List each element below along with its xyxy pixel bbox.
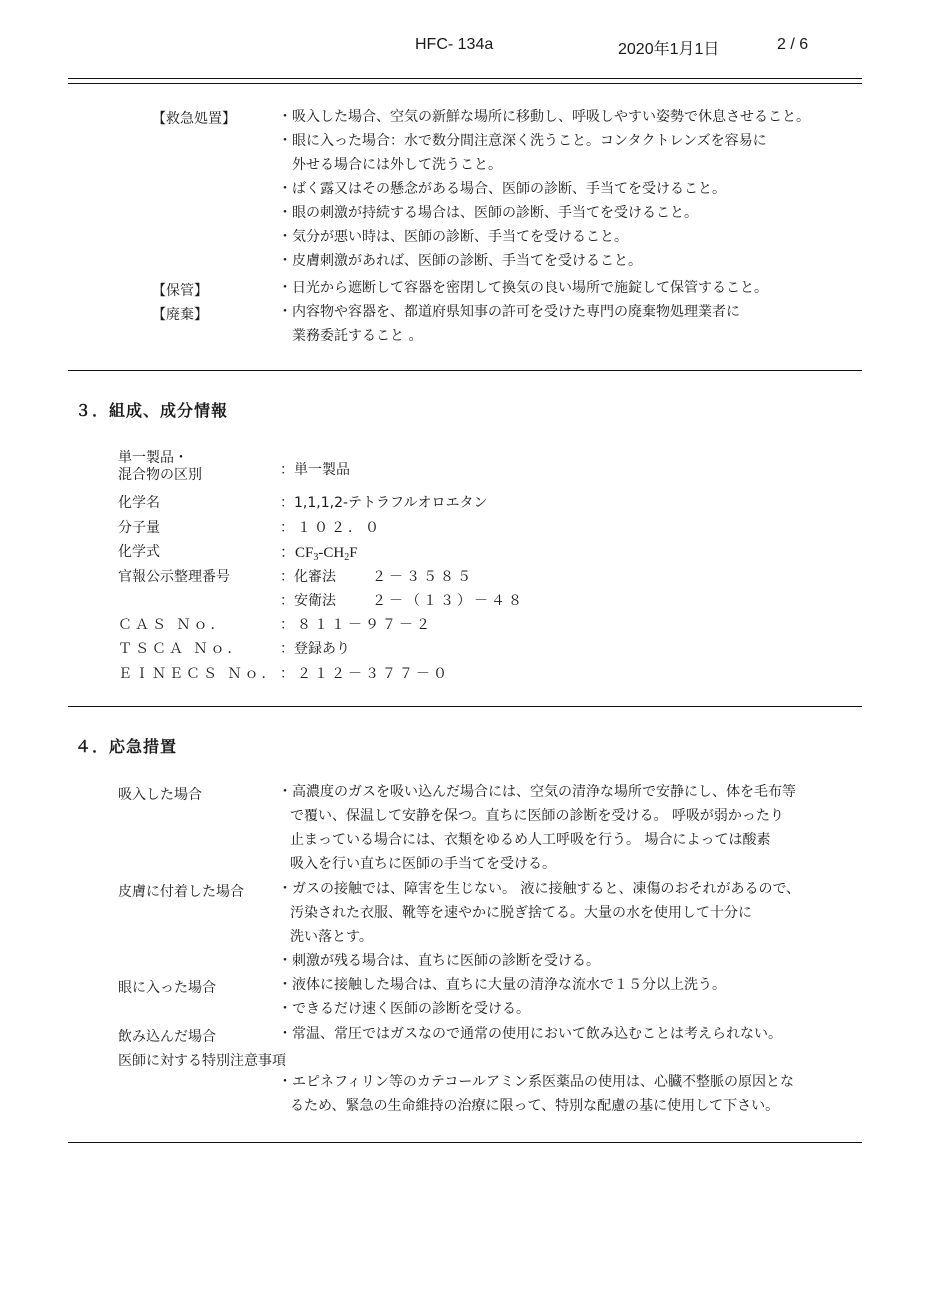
inhalation-line: で覆い、保温して安静を保つ。直ちに医師の診断を受ける。 呼吸が弱かったり [290,808,784,824]
molecular-weight-value: ：１０２．０ [280,520,382,536]
inhalation-label: 吸入した場合 [118,787,202,803]
header-divider-top [68,78,862,79]
gazette-law-2: ：安衛法 [280,593,336,609]
skin-contact-text [278,877,800,973]
physician-note-text [278,1070,794,1118]
document-date: 2020年1月1日 [618,41,720,58]
first-aid-line: ・皮膚刺激があれば、医師の診断、手当てを受けること。 [278,253,642,269]
chemical-name-value: ：1,1,1,2-テトラフルオロエタン [280,495,488,511]
eye-contact-line: ・液体に接触した場合は、直ちに大量の清浄な流水で１５分以上洗う。 [278,977,726,993]
skin-contact-line: 汚染された衣服、靴等を速やかに脱ぎ捨てる。大量の水を使用して十分に [290,905,752,921]
first-aid-text [278,105,810,273]
physician-note-line: るため、緊急の生命維持の治療に限って、特別な配慮の基に使用して下さい。 [290,1098,780,1114]
formula-prefix: ： [280,545,296,561]
disposal-label: 【廃棄】 [152,307,208,323]
eye-contact-text [278,973,726,1021]
skin-contact-line: 洗い落とす。 [290,929,373,945]
page-number: 2 / 6 [777,36,809,53]
section-divider [68,370,862,371]
first-aid-line: ・気分が悪い時は、医師の診断、手当てを受けること。 [278,229,628,245]
first-aid-line: ・ばく露又はその懸念がある場合、医師の診断、手当てを受けること。 [278,181,726,197]
first-aid-line: ・吸入した場合、空気の新鮮な場所に移動し、呼吸しやすい姿勢で休息させること。 [278,109,810,125]
molecular-weight-label: 分子量 [118,520,160,536]
einecs-label: ＥＩＮＥＣＳ Ｎｏ． [118,666,279,682]
inhalation-line: 止まっている場合には、衣類をゆるめ人工呼吸を行う。 場合によっては酸素 [290,832,771,848]
physician-note-label: 医師に対する特別注意事項 [118,1053,286,1069]
ingestion-label: 飲み込んだ場合 [118,1029,216,1045]
first-aid-line: ・眼の刺激が持続する場合は、医師の診断、手当てを受けること。 [278,205,698,221]
inhalation-line: 吸入を行い直ちに医師の手当てを受ける。 [290,856,556,872]
inhalation-line: ・高濃度のガスを吸い込んだ場合には、空気の清浄な場所で安静にし、体を毛布等 [278,784,796,800]
skin-contact-line: ・刺激が残る場合は、直ちに医師の診断を受ける。 [278,953,600,969]
section-divider [68,706,862,707]
gazette-number-1: ２－３５８５ [372,569,474,585]
disposal-text [278,300,740,348]
mixture-value: ：単一製品 [280,462,350,478]
chemical-name-label: 化学名 [118,495,160,511]
first-aid-line: ・眼に入った場合：水で数分間注意深く洗うこと。コンタクトレンズを容易に [278,133,767,149]
chemical-formula-value [280,541,358,562]
ingestion-text: ・常温、常圧ではガスなので通常の使用において飲み込むことは考えられない。 [278,1026,782,1042]
section-divider [68,1142,862,1143]
mixture-label-line: 混合物の区別 [118,467,202,483]
first-aid-label: 【救急処置】 [152,111,236,127]
physician-note-line: ・エピネフィリン等のカテコールアミン系医薬品の使用は、心臓不整脈の原因とな [278,1074,795,1090]
disposal-line: ・内容物や容器を、都道府県知事の許可を受けた専門の廃棄物処理業者に [278,304,740,320]
disposal-line: 業務委託すること 。 [292,328,423,344]
formula-subscript-3: 3 [313,552,319,563]
formula-cf: CF [295,545,314,561]
eye-contact-label: 眼に入った場合 [118,980,216,996]
gazette-number-label: 官報公示整理番号 [118,569,230,585]
header-divider-bottom [68,83,862,84]
storage-label: 【保管】 [152,283,208,299]
cas-value: ：８１１－９７－２ [280,617,433,633]
skin-contact-label: 皮膚に付着した場合 [118,884,244,900]
product-name: HFC- 134a [415,36,494,53]
first-aid-line: 外せる場合には外して洗うこと。 [292,157,502,173]
storage-text: ・日光から遮断して容器を密閉して換気の良い場所で施錠して保管すること。 [278,280,768,296]
formula-subscript-2: 2 [344,552,350,563]
tsca-label: ＴＳＣＡ Ｎｏ． [118,641,245,657]
formula-f: F [349,545,358,561]
eye-contact-line: ・できるだけ速く医師の診断を受ける。 [278,1001,530,1017]
section-3-title: ３．組成、成分情報 [75,401,229,420]
formula-ch: -CH [318,545,345,561]
gazette-number-2: ２－（１３）－４８ [372,593,525,609]
gazette-law-1: ：化審法 [280,569,336,585]
chemical-formula-label: 化学式 [118,544,160,560]
tsca-value: ：登録あり [280,641,350,657]
cas-label: ＣＡＳ Ｎｏ． [118,617,228,633]
inhalation-text [278,780,796,876]
section-4-title: ４．応急措置 [75,737,178,756]
skin-contact-line: ・ガスの接触では、障害を生じない。 液に接触すると、凍傷のおそれがあるので、 [278,881,801,897]
mixture-label [118,450,202,484]
mixture-label-line: 単一製品・ [118,450,188,466]
einecs-value: ：２１２－３７７－０ [280,666,450,682]
